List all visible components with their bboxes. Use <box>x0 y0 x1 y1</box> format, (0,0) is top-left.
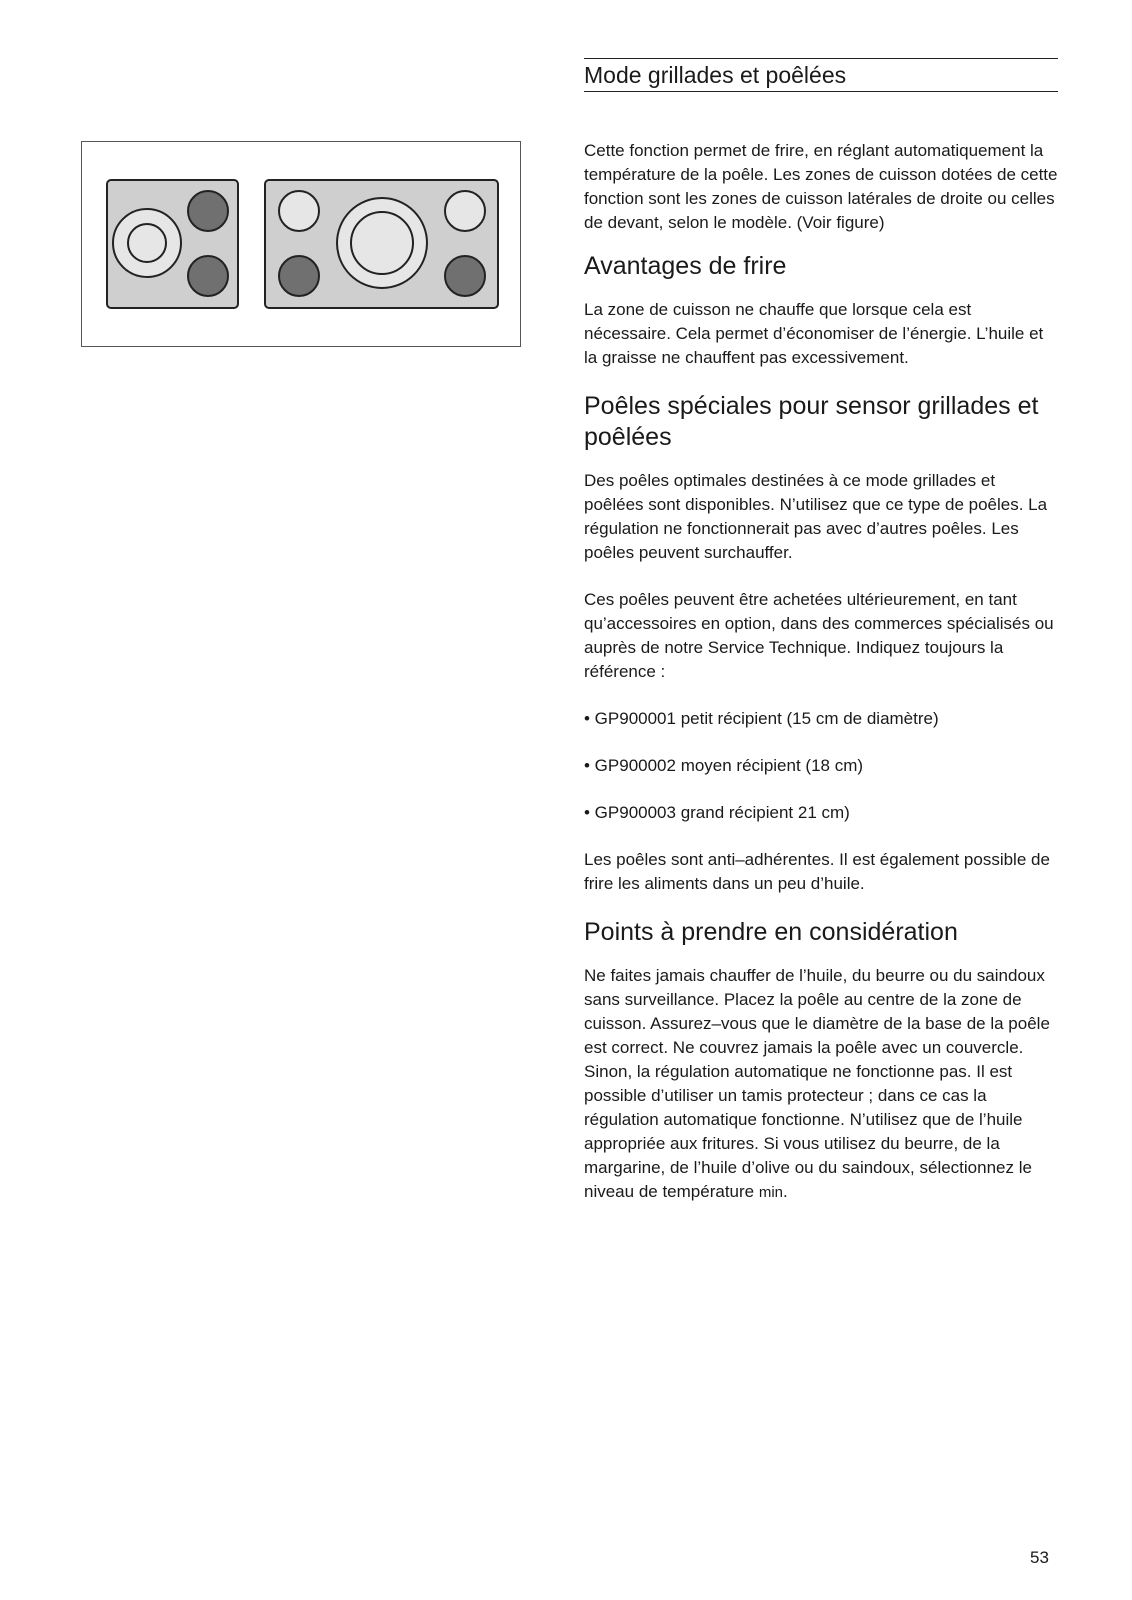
points-heading: Points à prendre en considération <box>584 918 958 946</box>
cooktop-diagram <box>82 142 520 346</box>
sensor-zone <box>188 191 228 231</box>
page-title: Mode grillades et poêlées <box>584 62 847 88</box>
pans-paragraph-3: Les poêles sont anti–adhérentes. Il est également possible de frire les aliments dans un peu d’huile. <box>584 850 1050 893</box>
pans-paragraph-1: Des poêles optimales destinées à ce mode grillades et poêlées sont disponibles. N’utilisez que ce type de poêles. La régulation ne fonctionnerait pas avec d’autres poêles. Les poêles peuvent surchauffer. <box>584 471 1048 562</box>
large-zone-inner <box>351 212 413 274</box>
min-level-word: min <box>758 1184 784 1201</box>
cooktop-figure <box>81 141 521 347</box>
pans-paragraph-2: Ces poêles peuvent être achetées ultérieurement, en tant qu’accessoires en option, dans des commerces spécialisés ou auprès de notre Service Technique. Indiquez toujours la référence : <box>584 590 1054 681</box>
sensor-zone <box>279 256 319 296</box>
cooking-zone <box>445 191 485 231</box>
cooking-zone <box>279 191 319 231</box>
page-number: 53 <box>1030 1548 1049 1567</box>
advantages-paragraph: La zone de cuisson ne chauffe que lorsque cela est nécessaire. Cela permet d’économiser de l’énergie. L’huile et la graisse ne chauffent pas excessivement. <box>584 300 1044 367</box>
intro-paragraph: Cette fonction permet de frire, en réglant automatiquement la température de la poêle. Les zones de cuisson dotées de cette fonction sont les zones de cuisson latérales de droite ou celles de devant, selon le modèle. (Voir figure) <box>584 141 1058 232</box>
dual-zone-inner <box>128 224 166 262</box>
list-item: • GP900003 grand récipient 21 cm) <box>584 803 850 822</box>
advantages-heading: Avantages de frire <box>584 252 787 280</box>
sensor-zone <box>188 256 228 296</box>
points-text: Ne faites jamais chauffer de l’huile, du beurre ou du saindoux sans surveillance. Placez la poêle au centre de la zone de cuisson. Assurez–vous que le diamètre de la base de la poêle est correct. Ne couvrez jamais la poêle avec un couvercle. Sinon, la régulation automatique ne fonctionne pas. Il est possible d’utiliser un tamis protecteur ; dans ce cas la régulation automatique fonctionne. N’utilisez que de l’huile appropriée aux fritures. Si vous utilisez du beurre, de la margarine, de l’huile d’olive ou du saindoux, sélectionnez le niveau de température <box>584 966 1050 1201</box>
list-item: • GP900002 moyen récipient (18 cm) <box>584 756 864 775</box>
text-column <box>584 58 1058 1205</box>
title-rule <box>584 58 1058 92</box>
list-item: • GP900001 petit récipient (15 cm de diamètre) <box>584 709 939 728</box>
points-paragraph <box>584 964 1058 1205</box>
points-end: . <box>783 1182 788 1201</box>
sensor-zone <box>445 256 485 296</box>
pans-heading: Poêles spéciales pour sensor grillades et poêlées <box>584 392 1039 451</box>
